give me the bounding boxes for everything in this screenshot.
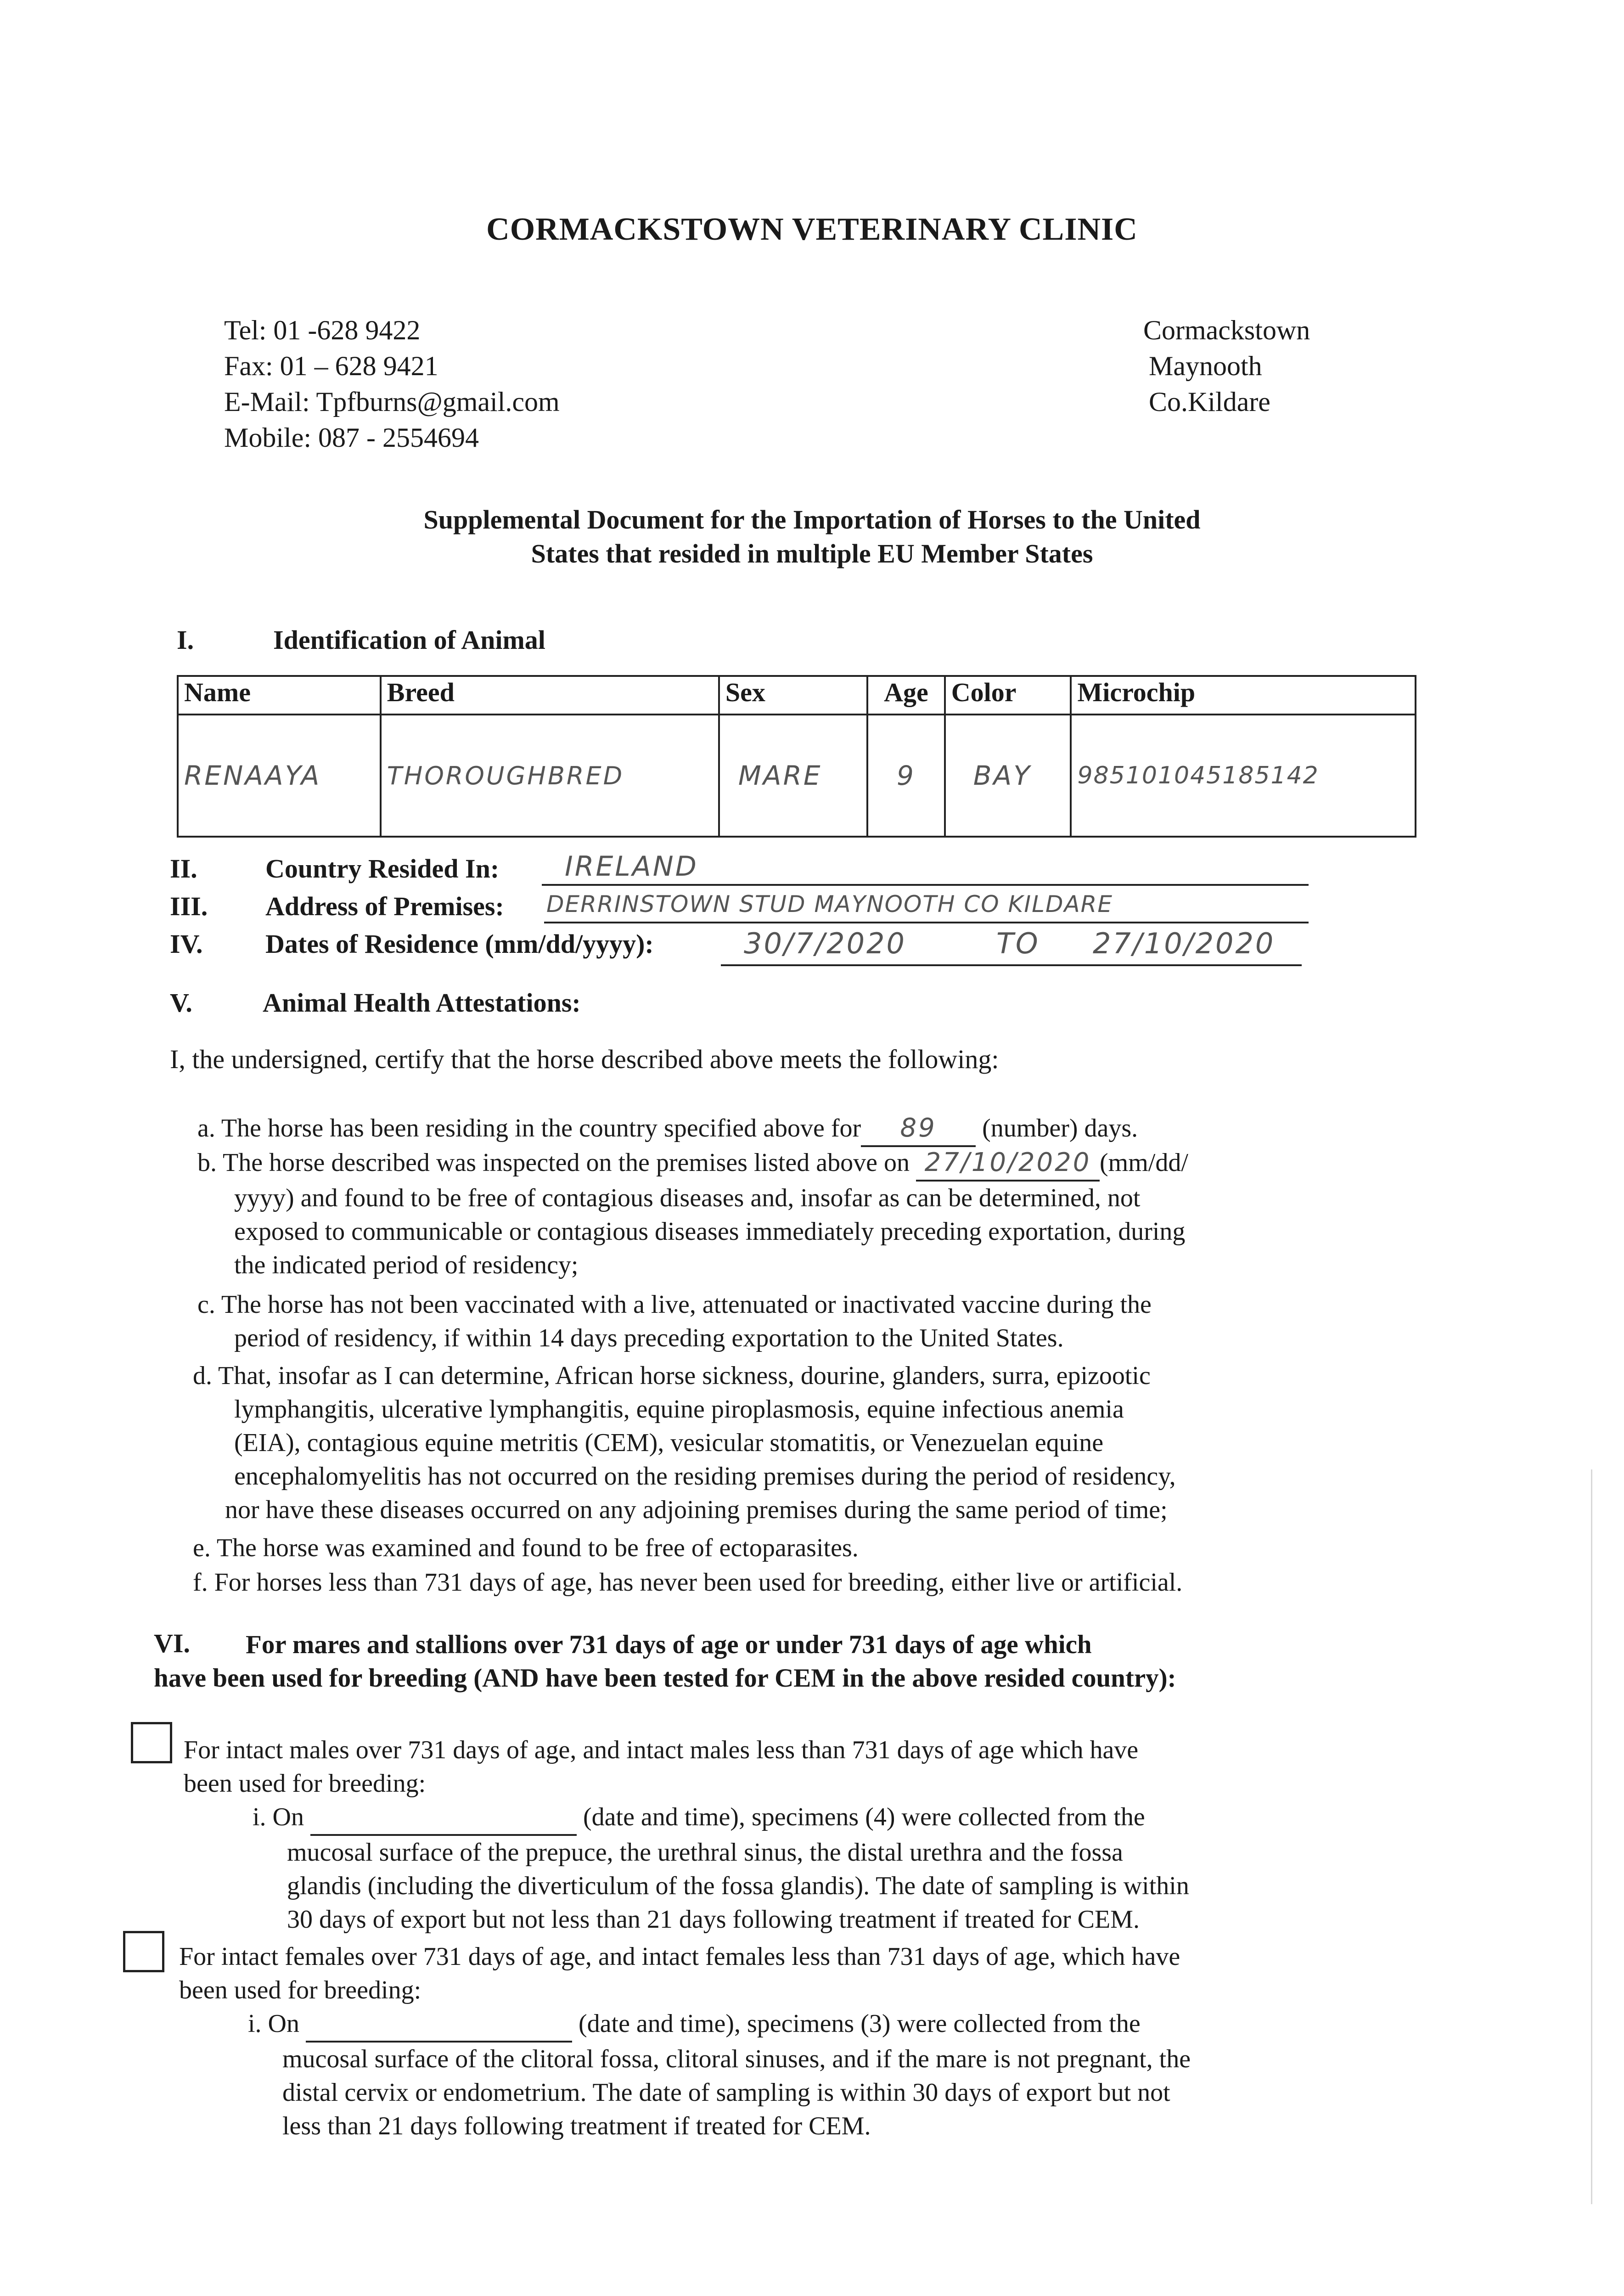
females-on-label: i. On xyxy=(248,2009,299,2038)
section-number: II. xyxy=(170,854,197,884)
contact-block xyxy=(224,312,560,456)
dates-to-word: TO xyxy=(996,927,1040,960)
attestation-d-line: nor have these diseases occurred on any adjoining premises during the same period of time; xyxy=(225,1496,1168,1524)
animal-identification-table xyxy=(177,675,1416,838)
attestation-b-format: (mm/dd/ xyxy=(1100,1148,1188,1177)
attestation-d-line: d. That, insofar as I can determine, African horse sickness, dourine, glanders, surra, epizootic xyxy=(193,1362,1151,1390)
females-line: been used for breeding: xyxy=(179,1976,421,2004)
sex-cell: MARE xyxy=(719,715,867,837)
section-number: VI. xyxy=(154,1628,190,1658)
clinic-email: E-Mail: Tpfburns@gmail.com xyxy=(224,387,560,417)
document-title xyxy=(0,503,1624,571)
attestation-b-line: yyyy) and found to be free of contagious diseases and, insofar as can be determined, not xyxy=(234,1184,1141,1212)
days-value: 89 xyxy=(900,1113,937,1143)
breed-cell: THOROUGHBRED xyxy=(381,715,719,837)
table-header-row xyxy=(178,676,1416,715)
clinic-tel: Tel: 01 -628 9422 xyxy=(224,315,421,345)
females-detail-line: mucosal surface of the clitoral fossa, clitoral sinuses, and if the mare is not pregnant, the xyxy=(282,2045,1191,2073)
females-detail-line: less than 21 days following treatment if treated for CEM. xyxy=(282,2112,871,2140)
attestation-b-line: the indicated period of residency; xyxy=(234,1251,579,1279)
section6-heading-line: have been used for breeding (AND have been tested for CEM in the above resided country): xyxy=(154,1664,1176,1693)
attestation-c-line: period of residency, if within 14 days preceding exportation to the United States. xyxy=(234,1324,1064,1352)
males-date-blank[interactable] xyxy=(310,1801,577,1836)
days-blank xyxy=(861,1111,976,1147)
attestation-intro: I, the undersigned, certify that the horse described above meets the following: xyxy=(170,1044,999,1074)
age-cell: 9 xyxy=(867,715,945,837)
document-title-line: Supplemental Document for the Importation of Horses to the United xyxy=(423,505,1201,535)
country-line xyxy=(542,884,1309,886)
females-after-blank: (date and time), specimens (3) were collected from the xyxy=(579,2009,1141,2038)
section6-heading-line: For mares and stallions over 731 days of age or under 731 days of age which xyxy=(246,1630,1092,1659)
clinic-name: CORMACKSTOWN VETERINARY CLINIC xyxy=(486,212,1138,247)
attestation-a-unit: (number) days. xyxy=(982,1114,1138,1142)
females-collection-line xyxy=(179,2007,1191,2043)
attestation-b-text: b. The horse described was inspected on the premises listed above on xyxy=(197,1148,910,1177)
horse-name-cell: RENAAYA xyxy=(178,715,381,837)
attestation-d-line: (EIA), contagious equine metritis (CEM), vesicular stomatitis, or Venezuelan equine xyxy=(234,1429,1104,1457)
section-number: III. xyxy=(170,891,208,921)
attestation-d-line: encephalomyelitis has not occurred on the residing premises during the period of residency, xyxy=(234,1462,1176,1491)
column-header-sex: Sex xyxy=(719,676,867,715)
attestation-b-line: exposed to communicable or contagious diseases immediately preceding exportation, during xyxy=(234,1217,1186,1246)
address-label: Address of Premises: xyxy=(265,891,504,921)
males-on-label: i. On xyxy=(253,1803,304,1831)
clinic-fax: Fax: 01 – 628 9421 xyxy=(224,351,438,381)
dates-to-value: 27/10/2020 xyxy=(1093,927,1276,960)
clinic-address xyxy=(1143,312,1310,420)
country-value: IRELAND xyxy=(565,850,698,883)
attestation-a-text: a. The horse has been residing in the country specified above for xyxy=(197,1114,861,1142)
clinic-mobile: Mobile: 087 - 2554694 xyxy=(224,422,479,453)
males-block xyxy=(184,1733,1189,1936)
address-line: Cormackstown xyxy=(1143,315,1310,345)
address-line: Co.Kildare xyxy=(1149,387,1270,417)
inspection-date-value: 27/10/2020 xyxy=(924,1148,1091,1177)
dates-label: Dates of Residence (mm/dd/yyyy): xyxy=(265,929,654,959)
document-title-line: States that resided in multiple EU Member States xyxy=(531,539,1093,568)
address-value: DERRINSTOWN STUD MAYNOOTH CO KILDARE xyxy=(546,891,1113,917)
females-line: For intact females over 731 days of age, and intact females less than 731 days of age, which have xyxy=(179,1942,1180,1971)
scan-edge-line xyxy=(1591,1469,1592,2204)
table-row xyxy=(178,715,1416,837)
females-detail-line: distal cervix or endometrium. The date of sampling is within 30 days of export but not xyxy=(282,2078,1170,2107)
males-line: been used for breeding: xyxy=(184,1769,426,1798)
address-line xyxy=(544,922,1309,923)
attestation-c xyxy=(197,1288,1152,1355)
attestation-d xyxy=(193,1359,1176,1527)
attestation-e: e. The horse was examined and found to be free of ectoparasites. xyxy=(193,1534,859,1562)
address-line: Maynooth xyxy=(1149,351,1262,381)
color-cell: BAY xyxy=(945,715,1071,837)
attestations-heading: Animal Health Attestations: xyxy=(263,988,581,1018)
males-after-blank: (date and time), specimens (4) were collected from the xyxy=(583,1803,1145,1831)
column-header-age: Age xyxy=(867,676,945,715)
column-header-microchip: Microchip xyxy=(1071,676,1416,715)
dates-from-value: 30/7/2020 xyxy=(744,927,906,960)
column-header-name: Name xyxy=(178,676,381,715)
section-number: I. xyxy=(177,625,194,655)
attestation-d-line: lymphangitis, ulcerative lymphangitis, equine piroplasmosis, equine infectious anemia xyxy=(234,1395,1124,1424)
microchip-cell: 985101045185142 xyxy=(1071,715,1416,837)
column-header-breed: Breed xyxy=(381,676,719,715)
attestation-f: f. For horses less than 731 days of age, has never been used for breeding, either live or artificial. xyxy=(193,1568,1183,1597)
females-block xyxy=(179,1940,1191,2143)
attestation-b xyxy=(197,1146,1188,1282)
males-checkbox[interactable] xyxy=(131,1722,172,1763)
males-line: For intact males over 731 days of age, and intact males less than 731 days of age which have xyxy=(184,1736,1139,1764)
males-detail-line: 30 days of export but not less than 21 days following treatment if treated for CEM. xyxy=(287,1905,1140,1934)
males-detail-line: mucosal surface of the prepuce, the urethral sinus, the distal urethra and the fossa xyxy=(287,1838,1123,1867)
inspection-date-blank xyxy=(916,1146,1100,1182)
section-heading: Identification of Animal xyxy=(273,625,545,655)
section-number: IV. xyxy=(170,929,203,959)
section-number: V. xyxy=(170,988,192,1018)
country-label: Country Resided In: xyxy=(265,854,500,884)
attestation-a xyxy=(197,1111,1138,1147)
column-header-color: Color xyxy=(945,676,1071,715)
section6-heading xyxy=(154,1628,1176,1695)
females-date-blank[interactable] xyxy=(306,2007,572,2043)
attestation-c-line: c. The horse has not been vaccinated with a live, attenuated or inactivated vaccine during the xyxy=(197,1290,1152,1319)
males-detail-line: glandis (including the diverticulum of the fossa glandis). The date of sampling is within xyxy=(287,1872,1189,1900)
females-checkbox[interactable] xyxy=(123,1931,164,1972)
males-collection-line xyxy=(184,1801,1189,1836)
dates-line xyxy=(721,964,1302,966)
